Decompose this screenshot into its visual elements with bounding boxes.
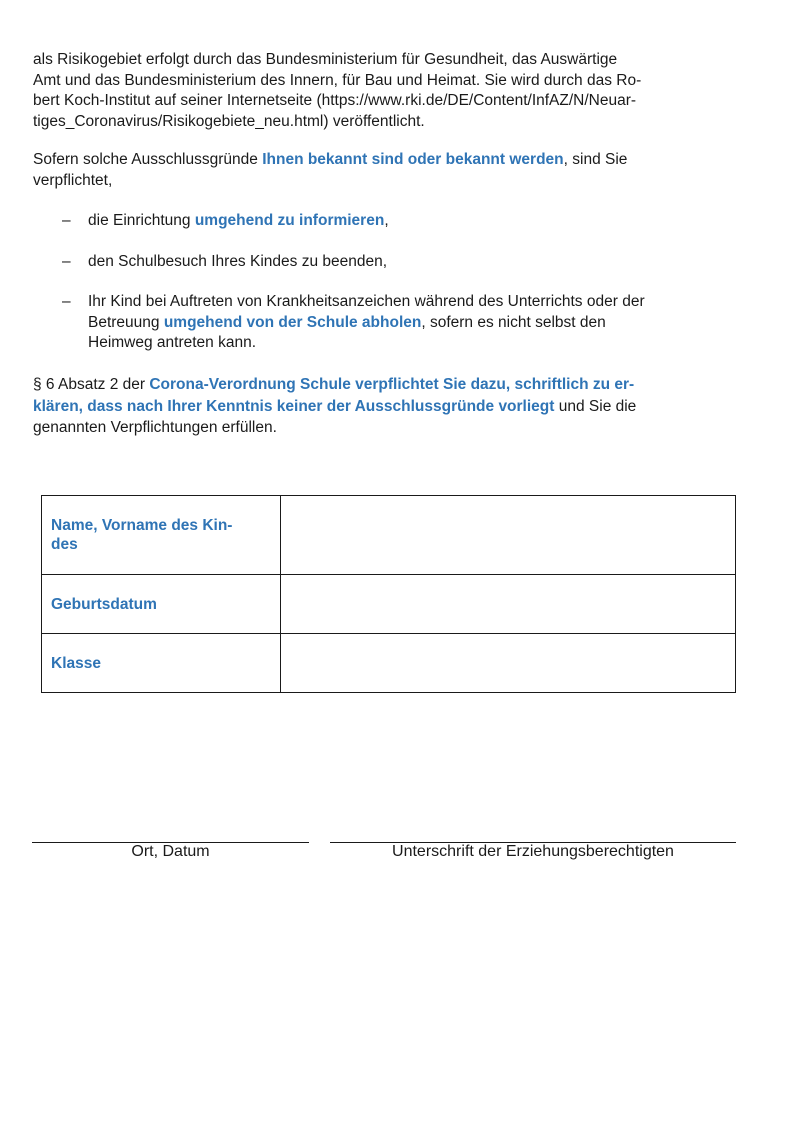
child-name-field[interactable]: [281, 496, 736, 575]
bullet-dash: –: [62, 212, 71, 229]
child-name-label-line-2: des: [51, 536, 78, 553]
bullet-1-after: ,: [384, 212, 389, 229]
birthdate-field[interactable]: [281, 575, 736, 634]
declaration-line-2-highlight: klären, dass nach Ihrer Kenntnis keiner der Ausschlussgründe vorliegt: [33, 397, 555, 415]
declaration-line-2-after: und Sie die: [554, 397, 637, 415]
bullet-dash: –: [62, 293, 71, 310]
bullet-dash: –: [62, 253, 71, 270]
class-label: Klasse: [42, 634, 281, 693]
bullet-3-line-2-after: , sofern es nicht selbst den: [421, 313, 606, 331]
intro-line-4: tiges_Coronavirus/Risikogebiete_neu.html) veröffentlicht.: [33, 112, 425, 130]
birthdate-label: Geburtsdatum: [42, 575, 281, 634]
intro-paragraph: [33, 50, 743, 132]
obligation-highlight: Ihnen bekannt sind oder bekannt werden: [262, 151, 564, 168]
obligation-line-2: verpflichtet,: [33, 171, 113, 189]
declaration-line-1-before: § 6 Absatz 2 der: [33, 376, 150, 393]
child-info-table: [41, 495, 736, 693]
declaration-line-3: genannten Verpflichtungen erfüllen.: [33, 419, 277, 436]
intro-line-2: Amt und das Bundesministerium des Innern, für Bau und Heimat. Sie wird durch das Ro-: [33, 71, 642, 89]
bullet-1-highlight: umgehend zu informieren: [194, 212, 385, 229]
place-date-label: Ort, Datum: [131, 843, 210, 860]
bullet-3-line-1: Ihr Kind bei Auftreten von Krankheitsanzeichen während des Unterrichts oder der: [88, 293, 645, 310]
table-row-birthdate: [42, 575, 736, 634]
obligation-text-after: , sind Sie: [563, 151, 628, 168]
declaration-line-1-highlight: Corona-Verordnung Schule verpflichtet Sie dazu, schriftlich zu er-: [149, 376, 635, 393]
bullet-3-highlight: umgehend von der Schule abholen: [163, 313, 422, 331]
declaration-paragraph: [33, 374, 743, 439]
intro-line-1: als Risikogebiet erfolgt durch das Bundesministerium für Gesundheit, das Auswärtige: [33, 51, 618, 68]
obligation-paragraph: [33, 150, 743, 191]
signature-label: Unterschrift der Erziehungsberechtigten: [392, 843, 674, 860]
table-row-name: [42, 496, 736, 575]
obligation-text-before: Sofern solche Ausschlussgründe: [33, 151, 263, 168]
table-row-class: [42, 634, 736, 693]
child-name-label: [42, 496, 281, 575]
intro-line-3: bert Koch-Institut auf seiner Internetseite (https://www.rki.de/DE/Content/InfAZ/N/Neuar-: [33, 92, 637, 109]
bullet-text: [88, 292, 742, 354]
class-field[interactable]: [281, 634, 736, 693]
bullet-3-line-3: Heimweg antreten kann.: [88, 334, 257, 351]
bullet-1-before: die Einrichtung: [88, 212, 195, 229]
bullet-2-text: den Schulbesuch Ihres Kindes zu beenden,: [88, 253, 388, 270]
child-name-label-line-1: Name, Vorname des Kin-: [51, 517, 233, 534]
bullet-text: [88, 211, 742, 232]
bullet-3-line-2-before: Betreuung: [88, 313, 164, 331]
